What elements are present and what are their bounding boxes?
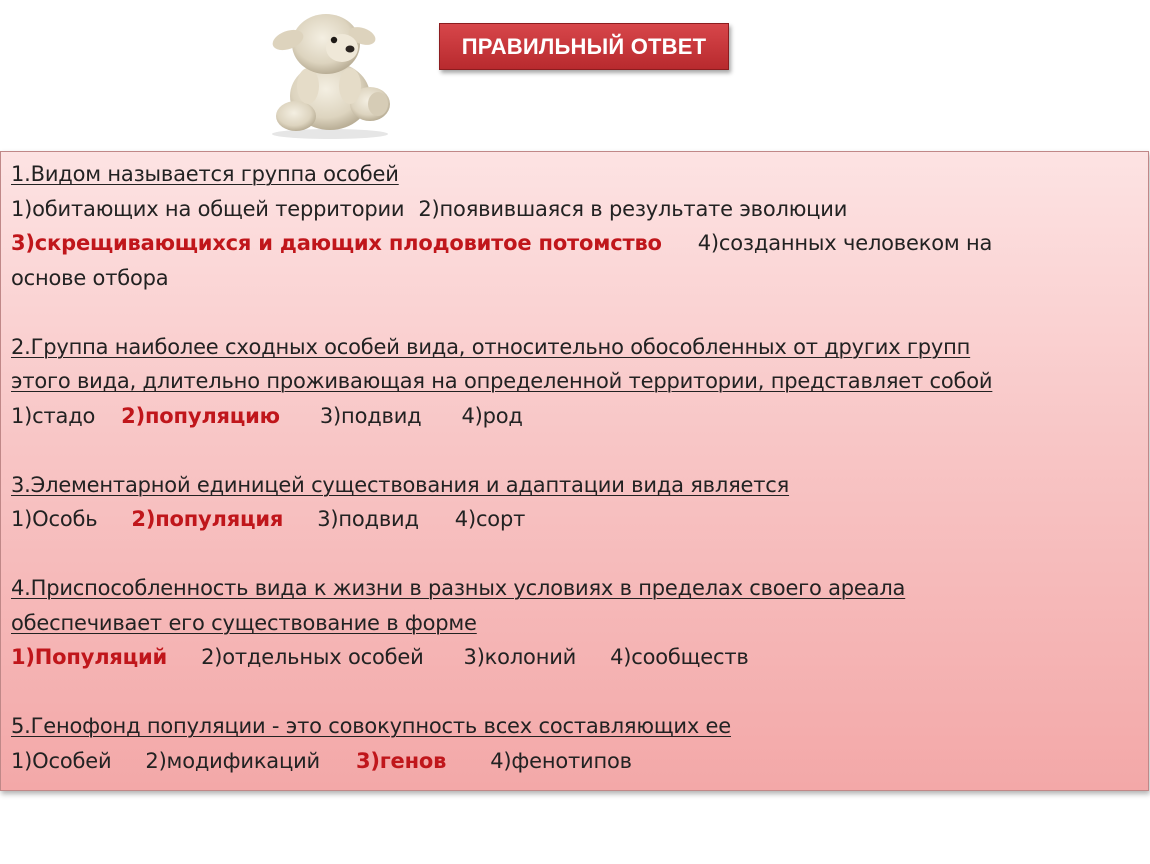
- option-4-2: 2)отдельных особей: [201, 645, 424, 669]
- question-1-options-row-1: [11, 192, 1141, 227]
- option-1-1: 1)обитающих на общей территории: [11, 196, 405, 221]
- question-1-options-row-2: [11, 226, 1141, 261]
- question-3-text: 3.Элементарной единицей существования и адаптации вида является: [11, 472, 790, 497]
- question-1-options-row-3: [11, 261, 1141, 296]
- question-4-text-line-1: 4.Приспособленность вида к жизни в разных условиях в пределах своего ареала: [11, 576, 906, 600]
- question-4-text-line-2: обеспечивает его существование в форме: [11, 610, 477, 635]
- plush-sheep-toy-image: [258, 4, 400, 140]
- question-4-options: [11, 640, 1141, 675]
- option-2-4: 4)род: [461, 403, 523, 428]
- option-1-4-cont: основе отбора: [11, 265, 169, 290]
- question-2-text-line-2: этого вида, длительно проживающая на определенной территории, представляет собой: [11, 369, 993, 393]
- option-5-1: 1)Особей: [11, 748, 112, 773]
- option-4-1-correct: 1)Популяций: [11, 645, 168, 669]
- option-1-3-correct: 3)скрещивающихся и дающих плодовитое потомство: [11, 231, 662, 255]
- option-4-3: 3)колоний: [463, 645, 577, 669]
- quiz-content: [11, 157, 1141, 778]
- question-5-options: [11, 744, 1141, 779]
- option-2-2-correct: 2)популяцию: [121, 403, 280, 428]
- option-3-4: 4)сорт: [454, 507, 526, 531]
- option-1-2: 2)появившаяся в результате эволюции: [418, 196, 848, 221]
- option-5-3-correct: 3)генов: [355, 748, 447, 773]
- question-5-text: 5.Генофонд популяции - это совокупность всех составляющих ее: [11, 714, 731, 738]
- option-5-4: 4)фенотипов: [490, 748, 632, 773]
- option-1-4: 4)созданных человеком на: [697, 231, 993, 255]
- question-2-text-line-1: 2.Группа наиболее сходных особей вида, относительно обособленных от других групп: [11, 334, 971, 359]
- option-2-1: 1)стадо: [11, 403, 96, 428]
- question-1-text: 1.Видом называется группа особей: [11, 162, 399, 186]
- option-2-3: 3)подвид: [319, 403, 422, 428]
- question-2-options: [11, 399, 1141, 434]
- question-3-options: [11, 502, 1141, 537]
- correct-answer-button[interactable]: ПРАВИЛЬНЫЙ ОТВЕТ: [439, 23, 729, 70]
- option-4-4: 4)сообществ: [610, 645, 749, 669]
- option-3-2-correct: 2)популяция: [131, 507, 284, 531]
- option-5-2: 2)модификаций: [145, 748, 320, 773]
- option-3-3: 3)подвид: [317, 507, 419, 531]
- option-3-1: 1)Особь: [11, 507, 98, 531]
